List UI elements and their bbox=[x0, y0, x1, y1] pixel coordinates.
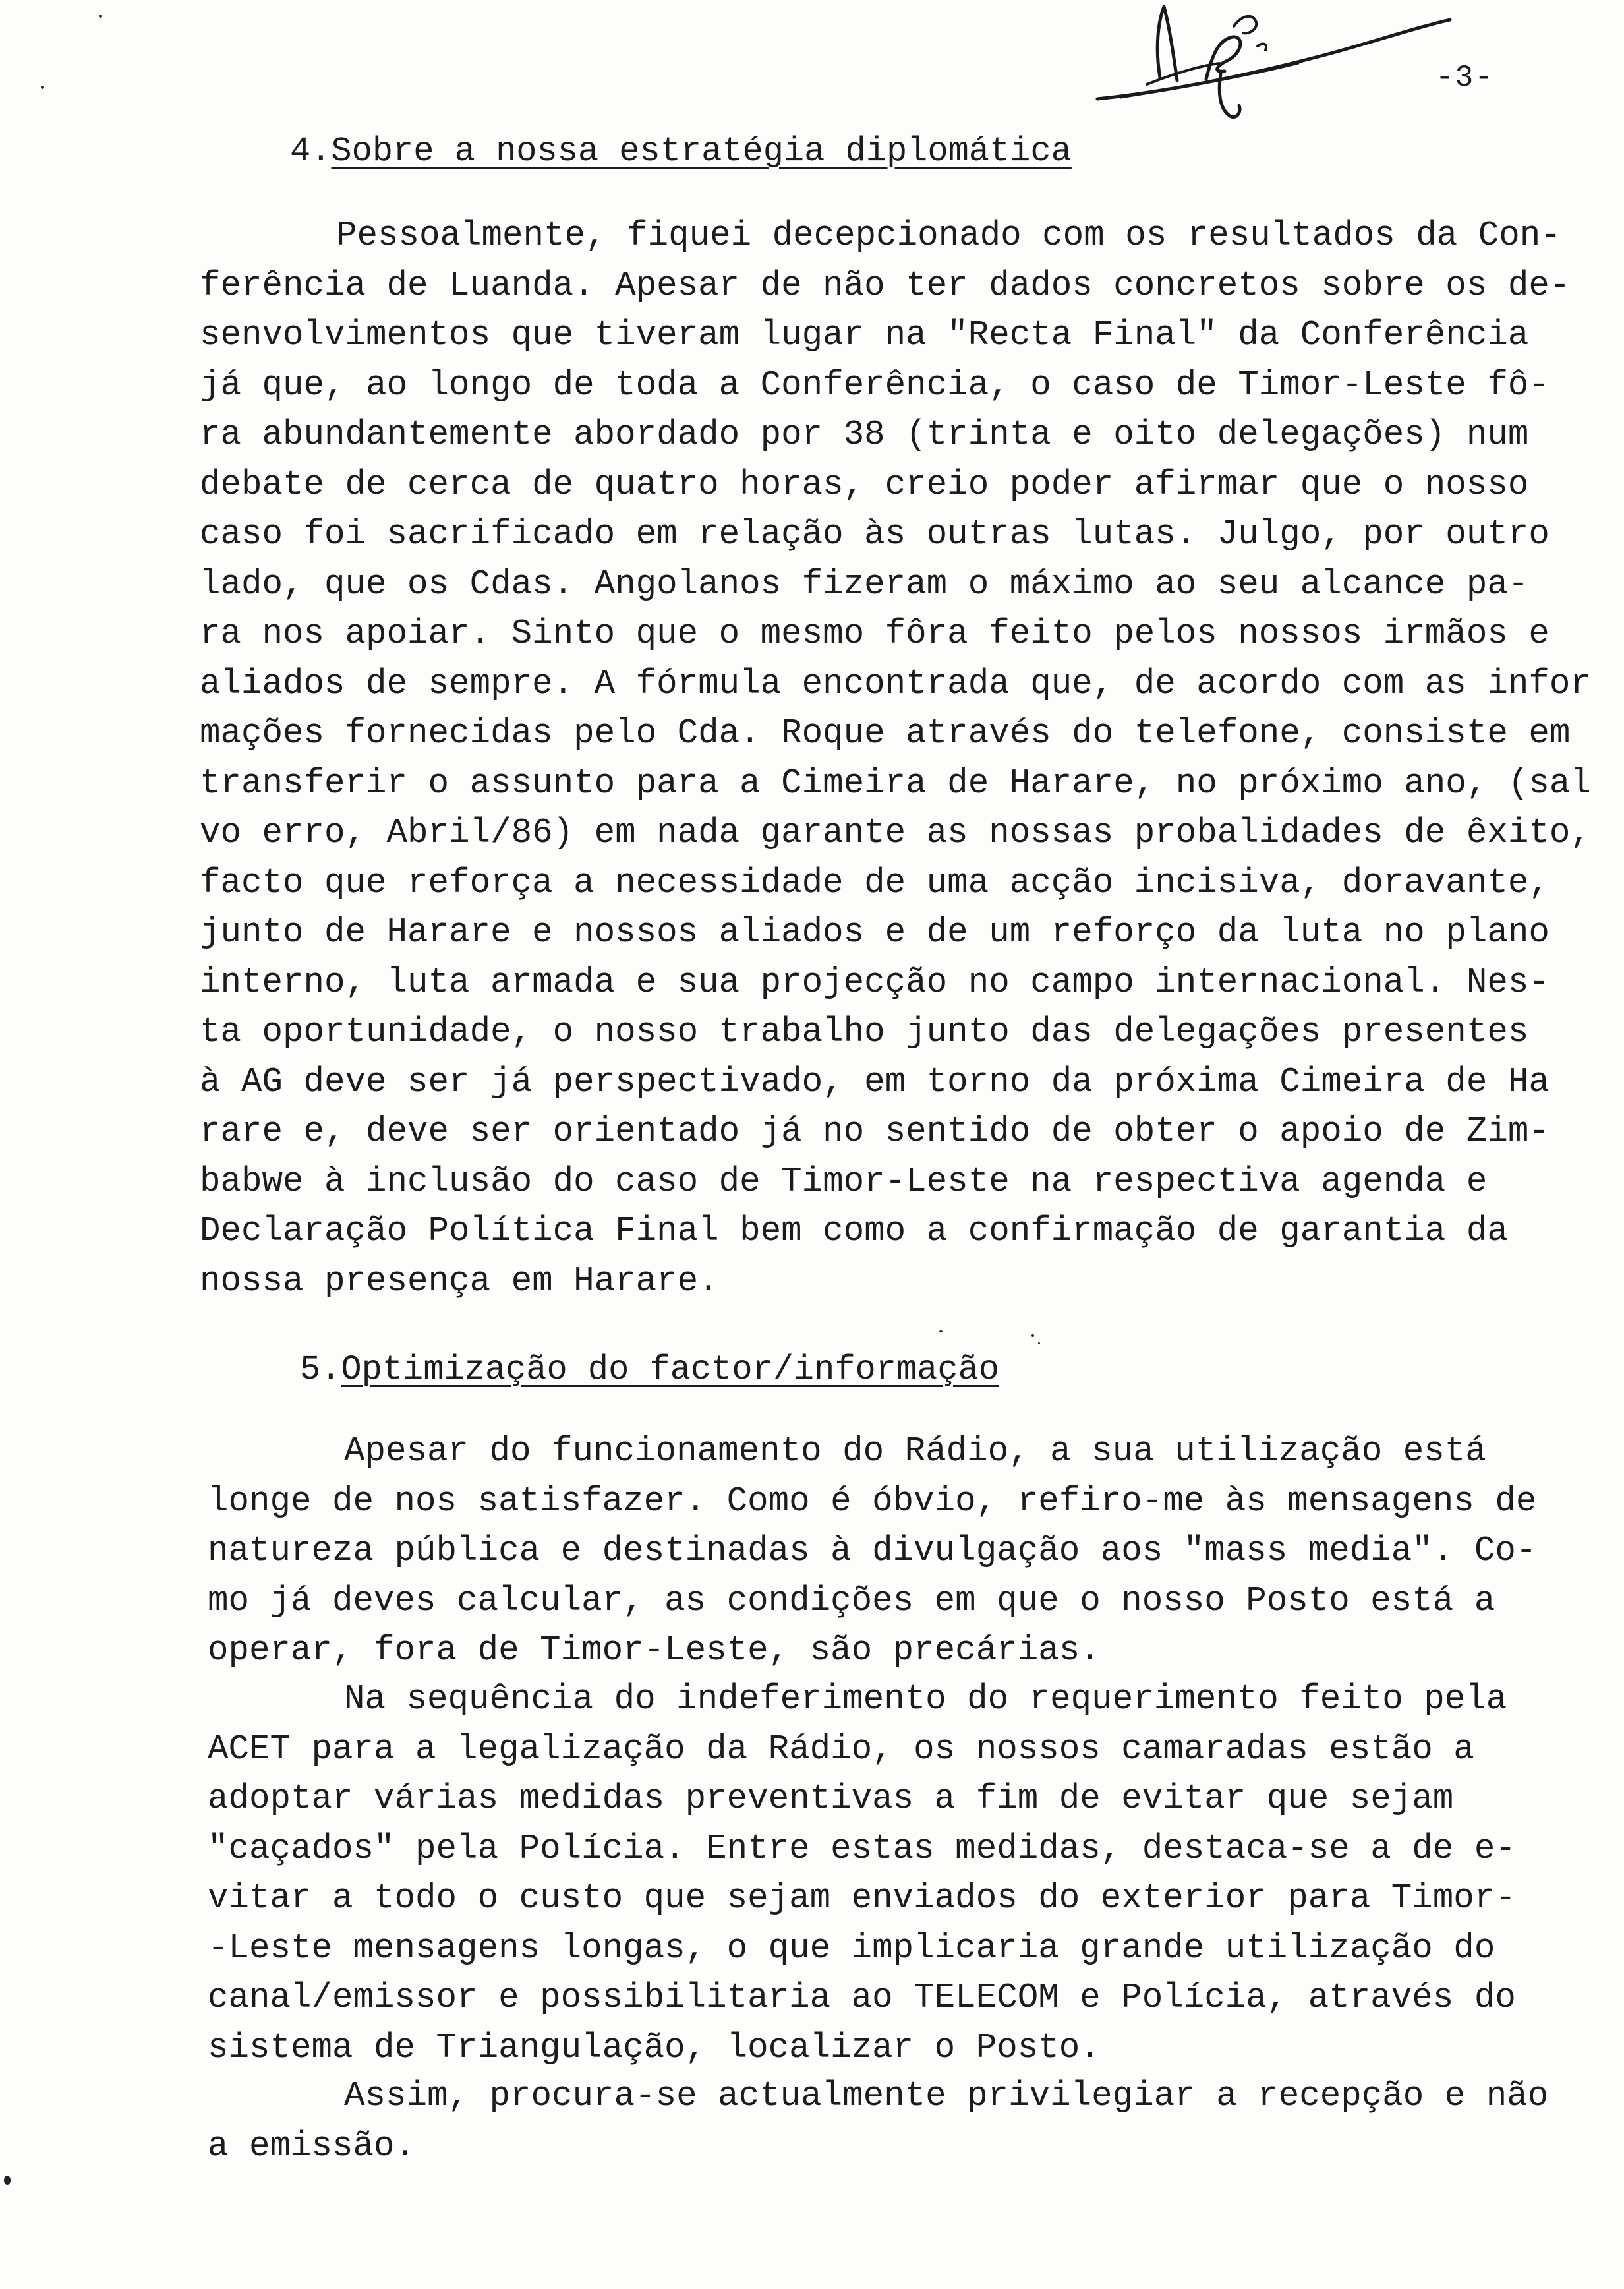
handwritten-signature bbox=[1081, 0, 1463, 132]
text-line: rare e, deve ser orientado já no sentido de obter o apoio de Zim- bbox=[200, 1112, 1550, 1151]
text-line: sistema de Triangulação, localizar o Posto. bbox=[208, 2027, 1101, 2067]
text-line: Apesar do funcionamento do Rádio, a sua utilização está bbox=[344, 1431, 1486, 1471]
scan-speck bbox=[1038, 1342, 1040, 1344]
text-line: ra abundantemente abordado por 38 (trinta e oito delegações) num bbox=[200, 415, 1529, 454]
text-line: Declaração Política Final bem como a confirmação de garantia da bbox=[200, 1211, 1508, 1251]
text-line: "caçados" pela Polícia. Entre estas medidas, destaca-se a de e- bbox=[208, 1828, 1516, 1868]
text-line: Na sequência do indeferimento do requerimento feito pela bbox=[344, 1679, 1507, 1719]
text-line: aliados de sempre. A fórmula encontrada que, de acordo com as infor bbox=[200, 663, 1591, 703]
section-5-heading bbox=[300, 1350, 999, 1390]
text-line: mações fornecidas pelo Cda. Roque através do telefone, consiste em bbox=[200, 713, 1571, 753]
scan-speck bbox=[939, 1330, 942, 1332]
text-line: adoptar várias medidas preventivas a fim de evitar que sejam bbox=[208, 1779, 1454, 1818]
scan-speck bbox=[4, 2176, 11, 2185]
scan-speck bbox=[41, 86, 44, 89]
text-line: ra nos apoiar. Sinto que o mesmo fôra feito pelos nossos irmãos e bbox=[200, 614, 1550, 653]
text-line: Pessoalmente, fiquei decepcionado com os resultados da Con- bbox=[336, 216, 1561, 255]
section-4-heading bbox=[290, 132, 1072, 171]
text-line: lado, que os Cdas. Angolanos fizeram o máximo ao seu alcance pa- bbox=[200, 564, 1529, 604]
section-5-number: 5. bbox=[300, 1350, 341, 1389]
scan-speck bbox=[1031, 1334, 1034, 1337]
text-line: nossa presença em Harare. bbox=[200, 1261, 719, 1301]
text-line: ta oportunidade, o nosso trabalho junto das delegações presentes bbox=[200, 1012, 1529, 1052]
text-line: vitar a todo o custo que sejam enviados do exterior para Timor- bbox=[208, 1878, 1516, 1918]
text-line: babwe à inclusão do caso de Timor-Leste na respectiva agenda e bbox=[200, 1161, 1488, 1201]
text-line: caso foi sacrificado em relação às outras lutas. Julgo, por outro bbox=[200, 514, 1550, 554]
text-line: canal/emissor e possibilitaria ao TELECOM e Polícia, através do bbox=[208, 1978, 1516, 2017]
scan-speck bbox=[99, 15, 102, 18]
text-line: Assim, procura-se actualmente privilegiar a recepção e não bbox=[344, 2076, 1549, 2116]
page-number: -3- bbox=[1436, 61, 1494, 95]
text-line: operar, fora de Timor-Leste, são precárias. bbox=[208, 1630, 1101, 1670]
text-line: facto que reforça a necessidade de uma acção incisiva, doravante, bbox=[200, 862, 1550, 903]
section-5-paragraph-3 bbox=[208, 2071, 1548, 2171]
section-5-paragraph-2 bbox=[208, 1675, 1516, 2073]
section-4-number: 4. bbox=[290, 132, 332, 171]
section-5-title: Optimização do factor/informação bbox=[341, 1350, 999, 1389]
text-line: longe de nos satisfazer. Como é óbvio, refiro-me às mensagens de bbox=[208, 1481, 1537, 1521]
text-line: transferir o assunto para a Cimeira de Harare, no próximo ano, (sal bbox=[200, 763, 1591, 803]
text-line: junto de Harare e nossos aliados e de um reforço da luta no plano bbox=[200, 912, 1550, 952]
text-line: vo erro, Abril/86) em nada garante as nossas probalidades de êxito, bbox=[200, 813, 1591, 852]
text-line: ACET para a legalização da Rádio, os nossos camaradas estão a bbox=[208, 1729, 1474, 1769]
text-line: senvolvimentos que tiveram lugar na "Recta Final" da Conferência bbox=[200, 315, 1529, 355]
text-line: a emissão. bbox=[208, 2126, 416, 2166]
text-line: à AG deve ser já perspectivado, em torno da próxima Cimeira de Ha bbox=[200, 1061, 1550, 1102]
section-4-paragraph bbox=[200, 211, 1591, 1306]
section-5-paragraph-1 bbox=[208, 1427, 1536, 1676]
section-4-title: Sobre a nossa estratégia diplomática bbox=[331, 132, 1072, 171]
text-line: ferência de Luanda. Apesar de não ter dados concretos sobre os de- bbox=[200, 265, 1571, 305]
text-line: mo já deves calcular, as condições em que o nosso Posto está a bbox=[208, 1580, 1495, 1620]
text-line: interno, luta armada e sua projecção no campo internacional. Nes- bbox=[200, 962, 1550, 1002]
text-line: debate de cerca de quatro horas, creio poder afirmar que o nosso bbox=[200, 464, 1529, 504]
text-line: já que, ao longo de toda a Conferência, o caso de Timor-Leste fô- bbox=[200, 365, 1550, 405]
text-line: natureza pública e destinadas à divulgação aos "mass media". Co- bbox=[208, 1531, 1537, 1570]
text-line: -Leste mensagens longas, o que implicaria grande utilização do bbox=[208, 1928, 1495, 1968]
